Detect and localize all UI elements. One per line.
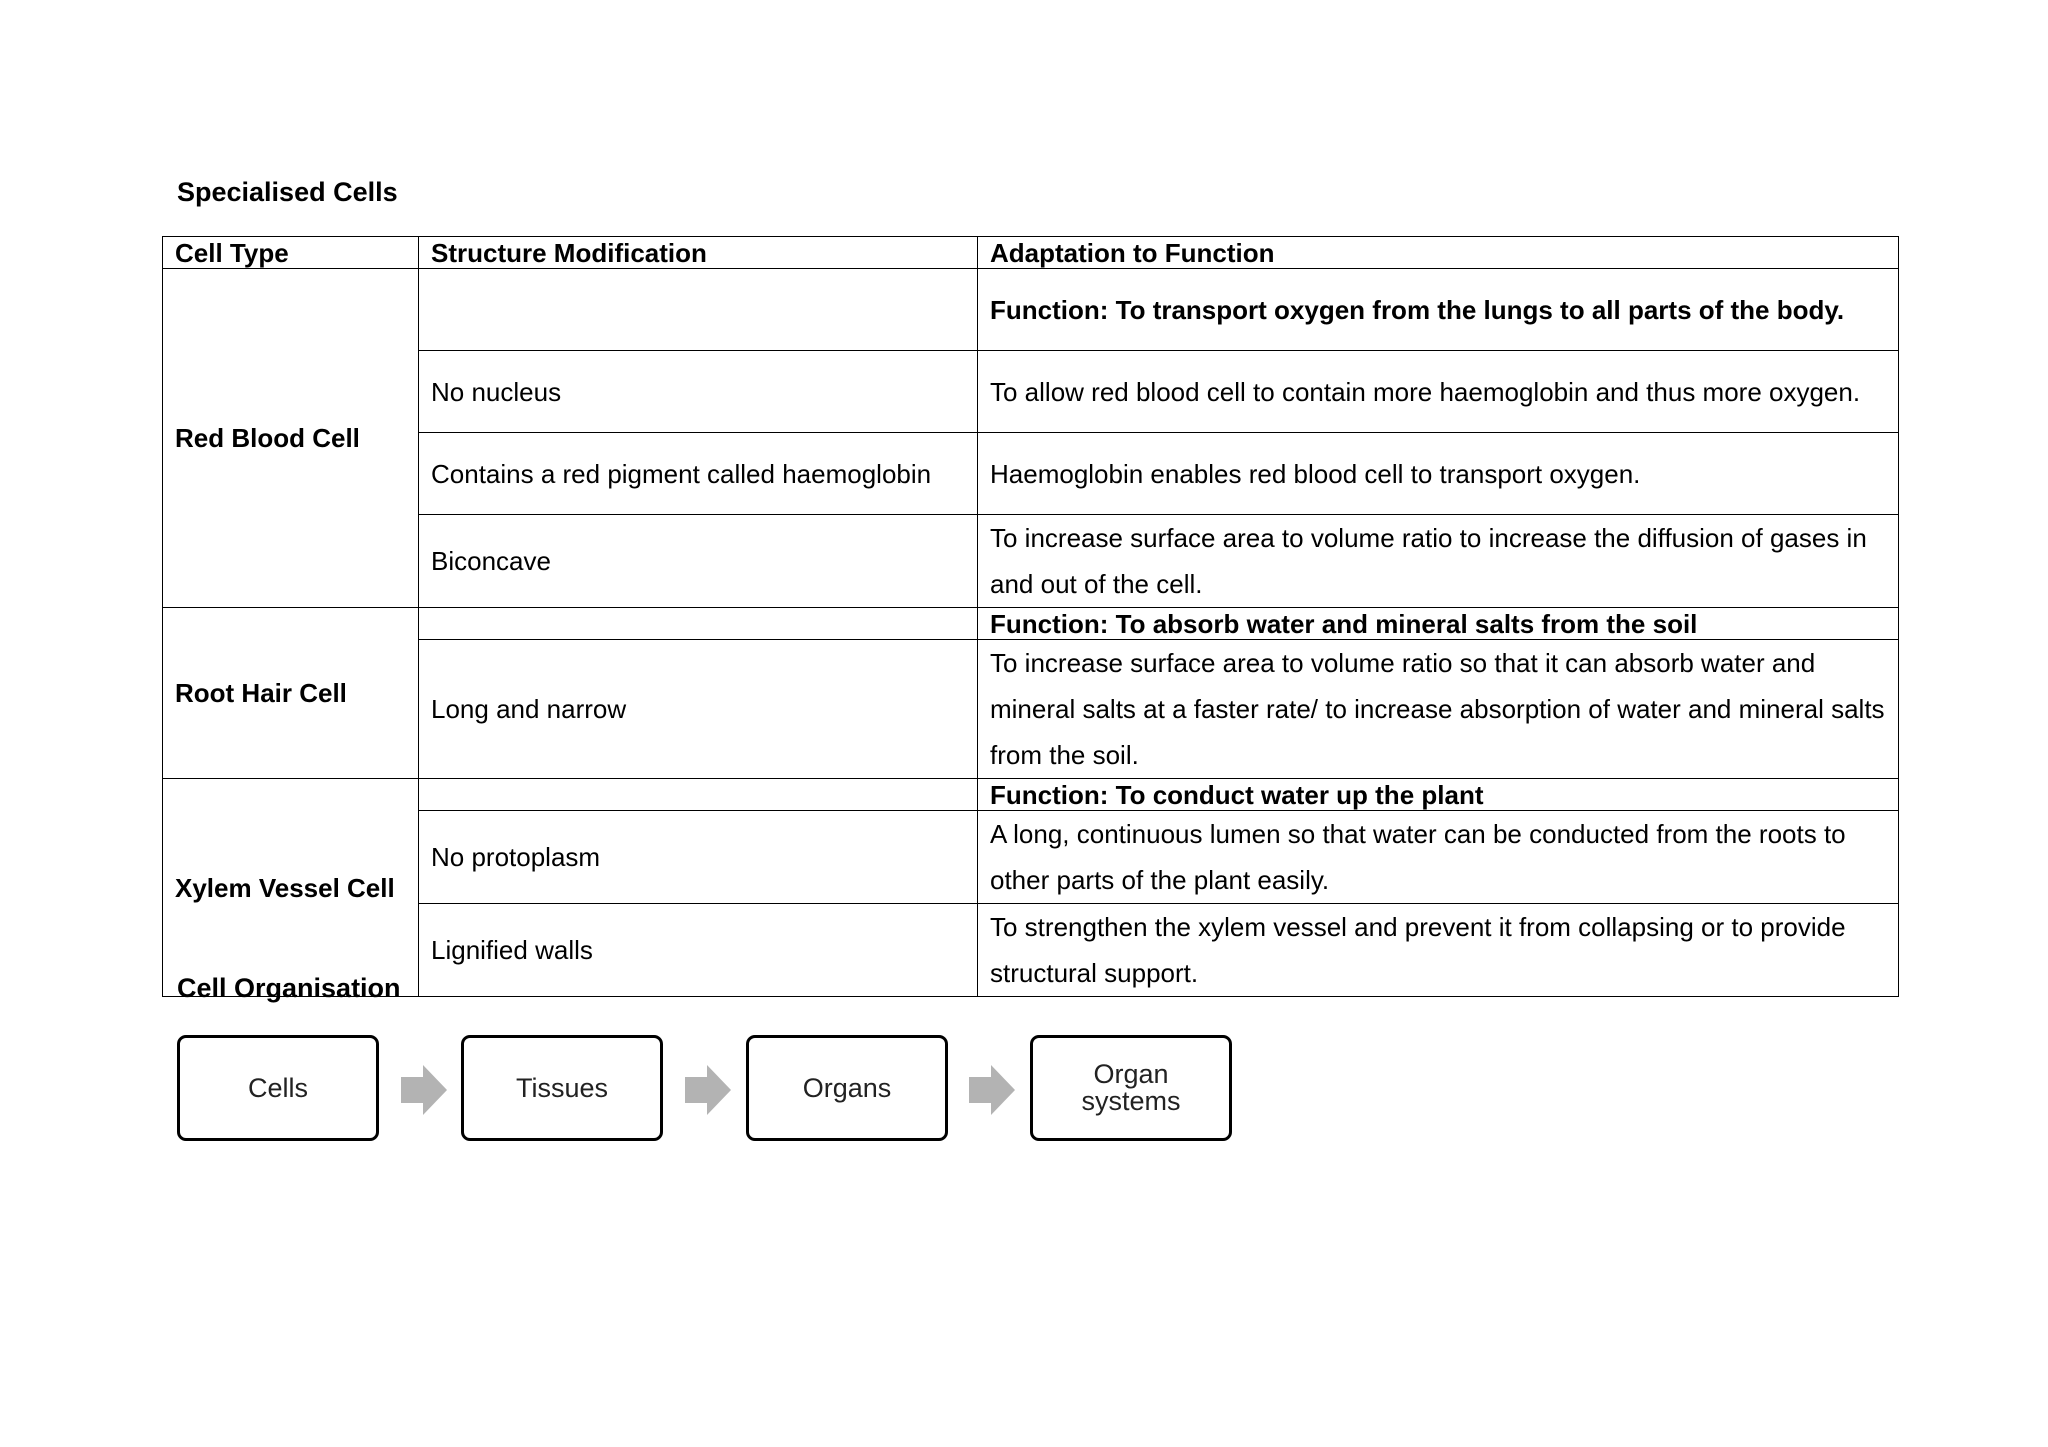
function-red-blood-cell: Function: To transport oxygen from the lungs to all parts of the body. bbox=[978, 269, 1899, 351]
header-adaptation: Adaptation to Function bbox=[978, 237, 1899, 269]
structure-cell: No nucleus bbox=[419, 351, 978, 433]
structure-cell: Biconcave bbox=[419, 515, 978, 608]
table-row bbox=[163, 433, 1899, 515]
flow-step-organ-systems bbox=[1030, 1035, 1232, 1141]
table-row bbox=[163, 779, 1899, 811]
table-row bbox=[163, 640, 1899, 779]
header-cell-type: Cell Type bbox=[163, 237, 419, 269]
right-arrow-icon bbox=[685, 1065, 731, 1115]
table-row bbox=[163, 811, 1899, 904]
adaptation-cell: To increase surface area to volume ratio so that it can absorb water and mineral salts at a faster rate/ to increase absorption of water and mineral salts from the soil. bbox=[978, 640, 1899, 779]
table-row bbox=[163, 515, 1899, 608]
function-root-hair-cell: Function: To absorb water and mineral salts from the soil bbox=[978, 608, 1899, 640]
structure-cell: Lignified walls bbox=[419, 904, 978, 997]
cell-type-root-hair-cell: Root Hair Cell bbox=[163, 608, 419, 779]
structure-cell: Contains a red pigment called haemoglobin bbox=[419, 433, 978, 515]
structure-cell: No protoplasm bbox=[419, 811, 978, 904]
structure-empty bbox=[419, 779, 978, 811]
right-arrow-icon bbox=[401, 1065, 447, 1115]
cell-organisation-heading: Cell Organisation bbox=[177, 973, 401, 1003]
function-xylem-vessel-cell: Function: To conduct water up the plant bbox=[978, 779, 1899, 811]
cell-type-red-blood-cell: Red Blood Cell bbox=[163, 269, 419, 608]
specialised-cells-heading: Specialised Cells bbox=[177, 177, 398, 207]
structure-cell: Long and narrow bbox=[419, 640, 978, 779]
flow-step-label: Organ systems bbox=[1081, 1059, 1181, 1116]
right-arrow-icon bbox=[969, 1065, 1015, 1115]
adaptation-cell: To allow red blood cell to contain more haemoglobin and thus more oxygen. bbox=[978, 351, 1899, 433]
structure-empty bbox=[419, 608, 978, 640]
table-row bbox=[163, 608, 1899, 640]
adaptation-cell: A long, continuous lumen so that water can be conducted from the roots to other parts of the plant easily. bbox=[978, 811, 1899, 904]
adaptation-cell: Haemoglobin enables red blood cell to transport oxygen. bbox=[978, 433, 1899, 515]
header-structure-modification: Structure Modification bbox=[419, 237, 978, 269]
flow-step-organs: Organs bbox=[746, 1035, 948, 1141]
flow-step-cells: Cells bbox=[177, 1035, 379, 1141]
table-row bbox=[163, 269, 1899, 351]
adaptation-cell: To increase surface area to volume ratio to increase the diffusion of gases in and out of the cell. bbox=[978, 515, 1899, 608]
table-row bbox=[163, 351, 1899, 433]
flow-step-tissues: Tissues bbox=[461, 1035, 663, 1141]
adaptation-cell: To strengthen the xylem vessel and prevent it from collapsing or to provide structural support. bbox=[978, 904, 1899, 997]
cell-type-xylem-vessel-cell: Xylem Vessel Cell bbox=[163, 779, 419, 997]
specialised-cells-table bbox=[162, 236, 1899, 997]
table-header-row bbox=[163, 237, 1899, 269]
table-row bbox=[163, 904, 1899, 997]
structure-empty bbox=[419, 269, 978, 351]
